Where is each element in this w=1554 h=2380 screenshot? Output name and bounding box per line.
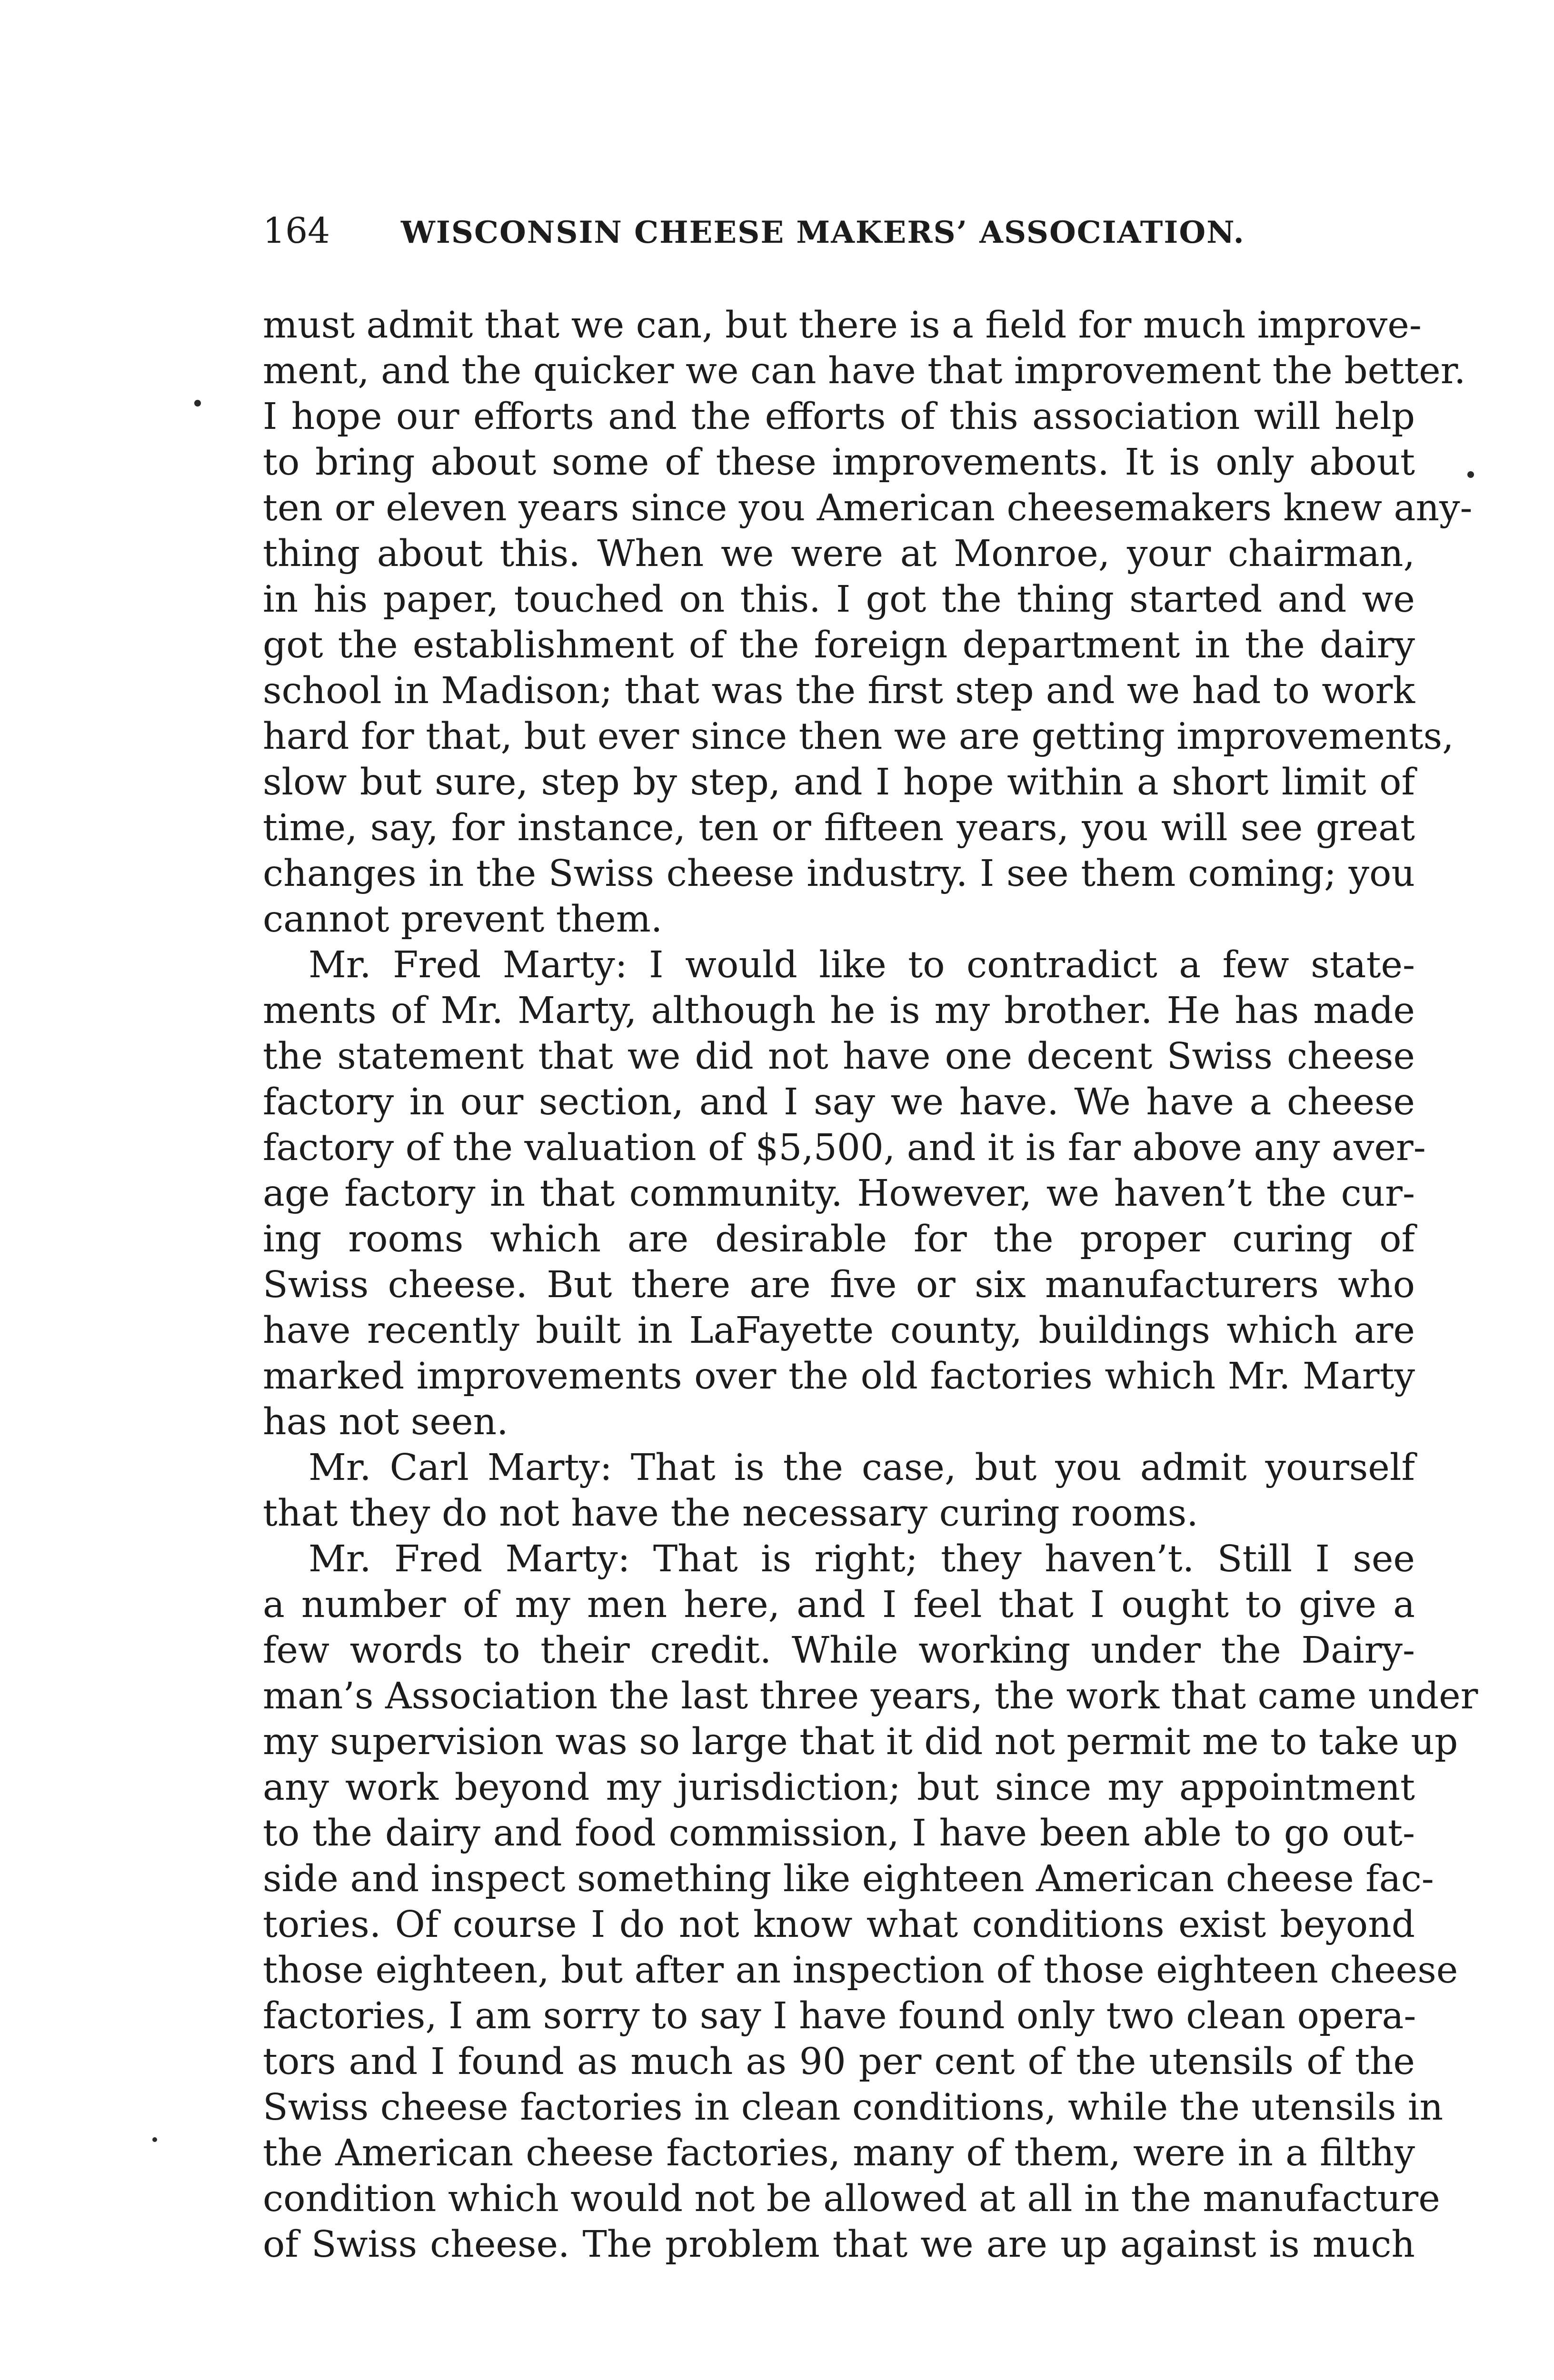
paragraph [263, 942, 1426, 1445]
text-line: Mr. Fred Marty: That is right; they haven’t. Still I see [309, 1538, 1415, 1580]
text-line: tories. Of course I do not know what conditions exist beyond [263, 1904, 1415, 1946]
running-head: WISCONSIN CHEESE MAKERS’ ASSOCIATION. [401, 215, 1245, 250]
text-line: few words to their credit. While working under the Dairy- [263, 1629, 1415, 1672]
text-line: hard for that, but ever since then we are getting improvements, [263, 715, 1454, 758]
text-line: age factory in that community. However, we haven’t the cur- [263, 1172, 1415, 1215]
text-line: those eighteen, but after an inspection of those eighteen cheese [263, 1949, 1458, 1992]
text-line: any work beyond my jurisdiction; but since my appointment [263, 1766, 1415, 1809]
paragraph [263, 1537, 1478, 2268]
paragraph [263, 1445, 1415, 1537]
text-line: to the dairy and food commission, I have been able to go out- [263, 1812, 1415, 1854]
text-line: my supervision was so large that it did not permit me to take up [263, 1721, 1458, 1763]
text-line: man’s Association the last three years, the work that came under [263, 1675, 1478, 1717]
text-line: Swiss cheese. But there are five or six manufacturers who [263, 1264, 1415, 1306]
text-line: cannot prevent them. [263, 898, 663, 941]
ink-speck [152, 2137, 157, 2142]
text-line: the statement that we did not have one decent Swiss cheese [263, 1035, 1415, 1078]
text-line: to bring about some of these improvements. It is only about [263, 441, 1415, 484]
text-line: slow but sure, step by step, and I hope within a short limit of [263, 761, 1415, 803]
paragraph [263, 303, 1473, 942]
text-line: I hope our efforts and the efforts of this association will help [263, 396, 1415, 438]
text-line: ing rooms which are desirable for the proper curing of [263, 1218, 1415, 1260]
ink-speck [1467, 471, 1474, 478]
text-line: tors and I found as much as 90 per cent of the utensils of the [263, 2041, 1415, 2083]
text-line: ten or eleven years since you American cheesemakers knew any- [263, 487, 1473, 529]
text-line: factories, I am sorry to say I have found only two clean opera- [263, 1995, 1416, 2037]
text-line: Mr. Fred Marty: I would like to contradict a few state- [309, 944, 1415, 986]
text-line: must admit that we can, but there is a field for much improve- [263, 304, 1422, 347]
text-line: in his paper, touched on this. I got the thing started and we [263, 578, 1415, 621]
page-header [263, 210, 1282, 263]
page-number: 164 [263, 210, 330, 251]
text-line: ment, and the quicker we can have that improvement the better. [263, 350, 1466, 392]
text-line: changes in the Swiss cheese industry. I see them coming; you [263, 853, 1415, 895]
text-line: thing about this. When we were at Monroe, your chairman, [263, 533, 1415, 575]
text-line: factory in our section, and I say we have. We have a cheese [263, 1081, 1415, 1123]
text-line: Mr. Carl Marty: That is the case, but you admit yourself [309, 1447, 1415, 1489]
text-line: that they do not have the necessary curing rooms. [263, 1492, 1198, 1535]
body-text [263, 303, 1478, 2268]
text-line: time, say, for instance, ten or fifteen years, you will see great [263, 807, 1415, 849]
text-line: has not seen. [263, 1401, 508, 1443]
text-line: the American cheese factories, many of them, were in a filthy [263, 2132, 1415, 2174]
text-line: of Swiss cheese. The problem that we are up against is much [263, 2223, 1415, 2266]
text-line: Swiss cheese factories in clean conditions, while the utensils in [263, 2086, 1444, 2129]
text-line: got the establishment of the foreign department in the dairy [263, 624, 1415, 666]
text-line: marked improvements over the old factories which Mr. Marty [263, 1355, 1415, 1398]
text-line: condition which would not be allowed at all in the manufacture [263, 2178, 1440, 2220]
text-line: ments of Mr. Marty, although he is my brother. He has made [263, 990, 1415, 1032]
text-line: school in Madison; that was the first step and we had to work [263, 670, 1415, 712]
text-line: have recently built in LaFayette county, buildings which are [263, 1309, 1415, 1352]
text-line: factory of the valuation of $5,500, and it is far above any aver- [263, 1127, 1426, 1169]
text-line: side and inspect something like eighteen American cheese fac- [263, 1858, 1434, 1900]
text-line: a number of my men here, and I feel that I ought to give a [263, 1584, 1415, 1626]
ink-speck [194, 400, 201, 407]
